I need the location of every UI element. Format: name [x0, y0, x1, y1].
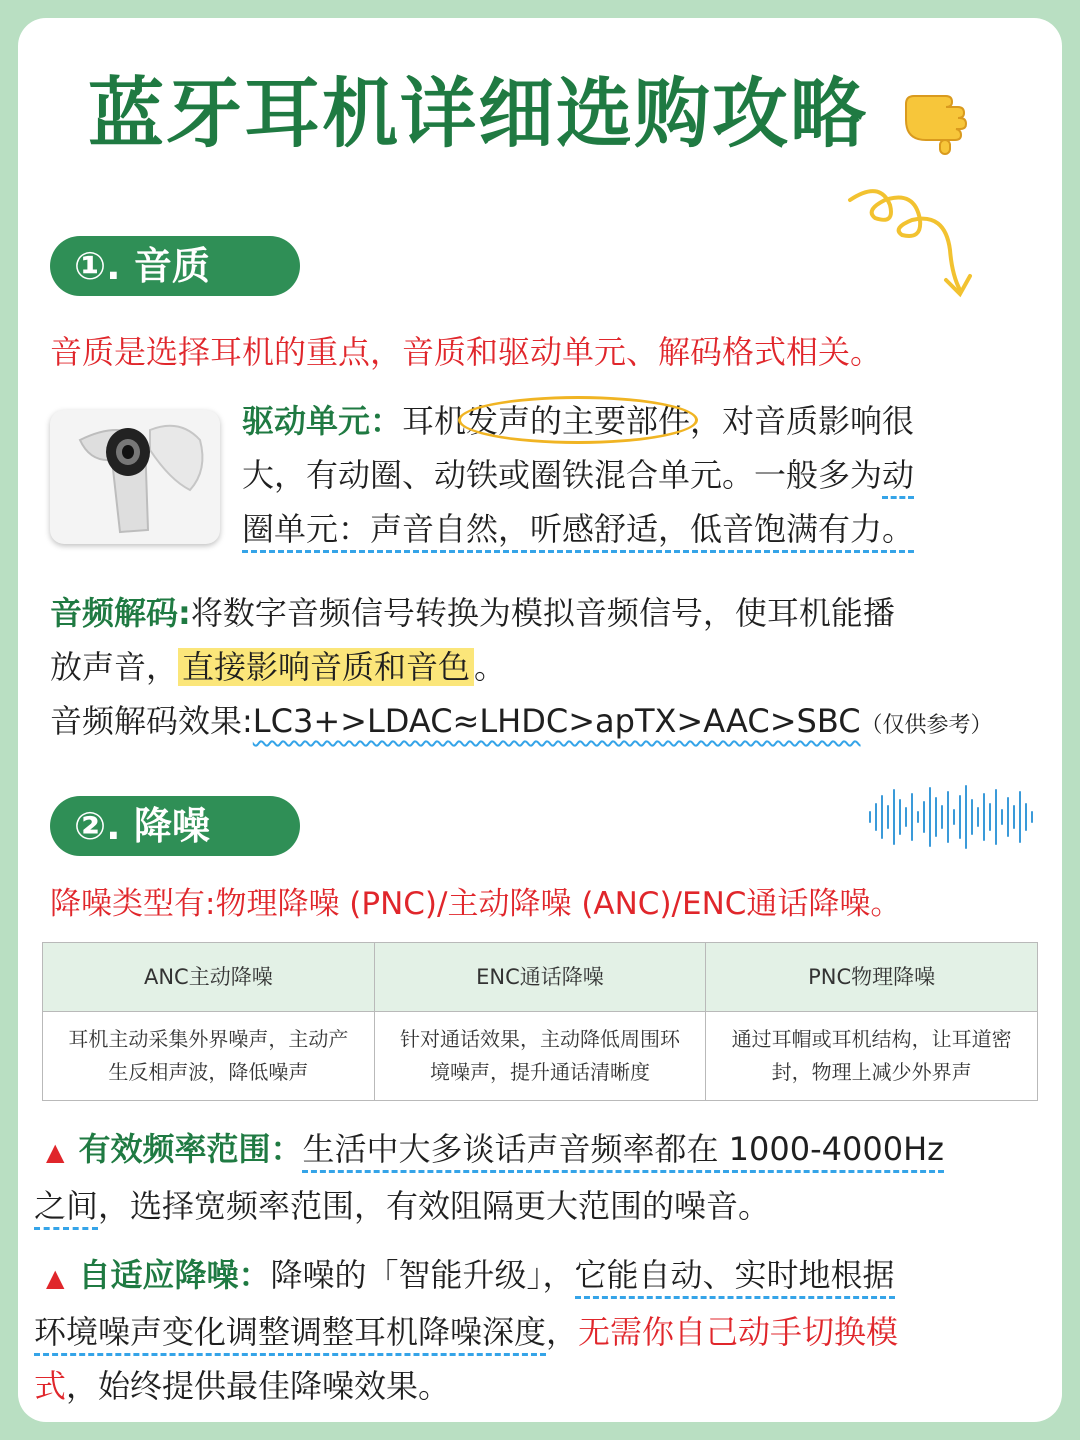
decode-line-3	[50, 694, 993, 753]
adaptive-line3-plain: ，始终提供最佳降噪效果。	[66, 1367, 451, 1405]
table-cell-line: 封，物理上减少外界声	[771, 1060, 972, 1084]
triangle-bullet-icon: ▲	[46, 1138, 65, 1166]
driver-line3-dash: 圈单元：声音自然，听感舒适，低音饱满有力。	[242, 510, 914, 553]
driver-unit-line-2	[242, 448, 914, 502]
decode-line-2	[50, 640, 993, 694]
section-heading-noise-cancelling: ②. 降噪	[50, 796, 300, 856]
adaptive-anc-paragraph	[34, 1248, 898, 1413]
noise-cancelling-table	[42, 942, 1038, 1101]
adaptive-line2-sep: ，	[546, 1313, 579, 1351]
decode-text-a: 将数字音频信号转换为模拟音频信号，使耳机能播	[190, 594, 895, 632]
table-cell-line: 生反相声波，降低噪声	[108, 1060, 309, 1084]
driver-text-a: 耳机	[402, 402, 467, 440]
adaptive-line-1	[34, 1248, 898, 1305]
adaptive-line1-plain: 降噪的「智能升级」，	[270, 1256, 575, 1294]
table-cell-line: 境噪声，提升通话清晰度	[429, 1060, 650, 1084]
audio-decoding-paragraph	[50, 586, 993, 753]
decode-effect-value: LC3+>LDAC≈LHDC>apTX>AAC>SBC	[252, 702, 861, 740]
noise-types-intro: 降噪类型有:物理降噪 (PNC)/主动降噪 (ANC)/ENC通话降噪。	[50, 886, 902, 922]
driver-line2-dash: 动	[882, 456, 914, 499]
table-cell	[706, 1012, 1038, 1101]
driver-unit-label: 驱动单元：	[242, 402, 403, 440]
freq-line-2	[34, 1179, 944, 1233]
squiggle-arrow-icon	[840, 180, 980, 310]
driver-unit-line-3	[242, 502, 914, 556]
earbud-illustration	[50, 410, 220, 544]
decode-line2-plain: 放声音，	[50, 648, 179, 686]
table-header-cell: PNC物理降噪	[706, 943, 1038, 1012]
table-header-cell: ANC主动降噪	[43, 943, 375, 1012]
freq-label: 有效频率范围：	[78, 1130, 303, 1168]
table-header-row	[43, 943, 1038, 1012]
driver-unit-line-1	[242, 394, 914, 448]
driver-line2-plain: 大，有动圈、动铁或圈铁混合单元。一般多为	[242, 456, 883, 494]
adaptive-line2-dash: 环境噪声变化调整调整耳机降噪深度	[34, 1313, 546, 1356]
freq-line1-dash: 生活中大多谈话声音频率都在 1000-4000Hz	[302, 1130, 943, 1173]
driver-circled-text: 发声的主要部件	[466, 402, 691, 440]
sound-wave-icon	[866, 782, 1040, 852]
section-heading-sound-quality: ①. 音质	[50, 236, 300, 296]
table-cell	[43, 1012, 375, 1101]
adaptive-line3-red: 式	[34, 1367, 67, 1405]
table-row	[43, 1012, 1038, 1101]
table-header-cell: ENC通话降噪	[374, 943, 706, 1012]
pointing-hand-icon	[900, 76, 980, 156]
adaptive-line1-dash: 它能自动、实时地根据	[575, 1256, 895, 1299]
decode-label: 音频解码:	[50, 594, 191, 632]
driver-unit-paragraph	[242, 394, 914, 556]
decode-line2-end: 。	[474, 648, 507, 686]
freq-line2-dash: 之间	[34, 1187, 98, 1230]
sound-quality-intro: 音质是选择耳机的重点，音质和驱动单元、解码格式相关。	[50, 333, 883, 371]
triangle-bullet-icon: ▲	[46, 1264, 65, 1292]
driver-text-b: ，对音质影响很	[690, 402, 915, 440]
decode-effect-note: （仅供参考）	[860, 713, 993, 738]
decode-effect-label: 音频解码效果:	[50, 702, 253, 740]
table-cell-line: 通过耳帽或耳机结构，让耳道密	[731, 1027, 1012, 1051]
earbud-image	[50, 410, 220, 544]
table-cell	[374, 1012, 706, 1101]
table-cell-line: 针对通话效果，主动降低周围环	[399, 1027, 680, 1051]
adaptive-line-3	[34, 1359, 898, 1413]
freq-line2-plain: ，选择宽频率范围，有效阻隔更大范围的噪音。	[98, 1187, 771, 1225]
table-cell-line: 耳机主动采集外界噪声，主动产	[68, 1027, 349, 1051]
adaptive-label: 自适应降噪：	[78, 1256, 271, 1294]
frequency-range-paragraph	[34, 1122, 944, 1233]
decode-highlight: 直接影响音质和音色	[178, 648, 474, 686]
adaptive-line2-red: 无需你自己动手切换模	[578, 1313, 899, 1351]
adaptive-line-2	[34, 1305, 898, 1359]
page-title: 蓝牙耳机详细选购攻略	[88, 69, 868, 158]
decode-line-1	[50, 586, 993, 640]
freq-line-1	[34, 1122, 944, 1179]
